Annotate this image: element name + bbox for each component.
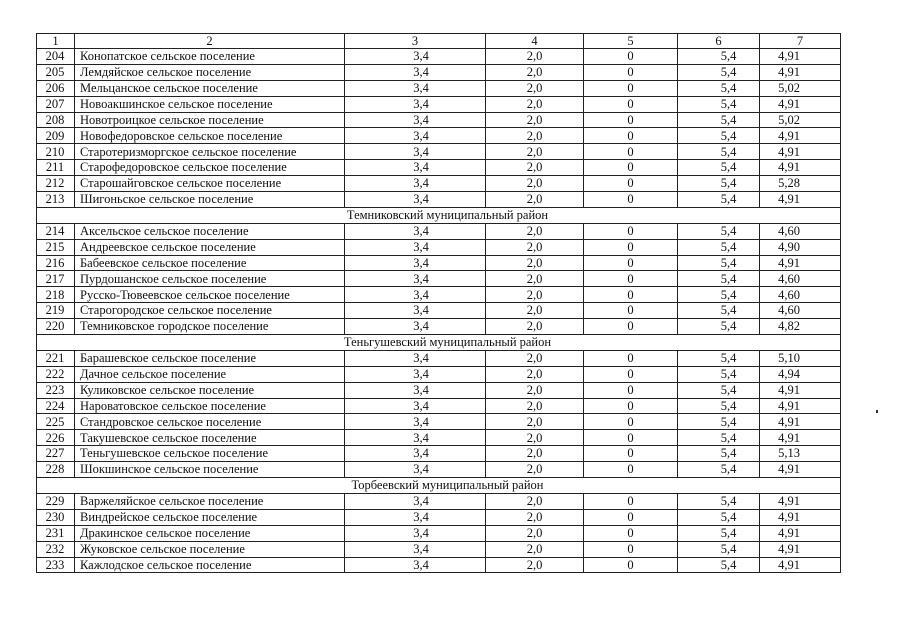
table-row [37,319,841,335]
settlement-name-cell: Шокшинское сельское поселение [75,462,345,478]
value-col-6-cell: 5,4 [678,430,760,446]
value-col-7-cell: 4,94 [760,366,841,382]
value-col-4-cell: 2,0 [486,557,584,573]
value-col-6-cell: 5,4 [678,255,760,271]
row-number-cell: 207 [37,96,75,112]
value-col-3-cell: 3,4 [345,239,486,255]
value-col-4-cell: 2,0 [486,223,584,239]
value-col-7-cell: 4,91 [760,541,841,557]
row-number-cell: 222 [37,366,75,382]
row-number-cell: 217 [37,271,75,287]
value-col-4-cell: 2,0 [486,446,584,462]
table-row [37,350,841,366]
value-col-5-cell: 0 [584,112,678,128]
row-number-cell: 228 [37,462,75,478]
value-col-5-cell: 0 [584,192,678,208]
value-col-7-cell: 4,60 [760,303,841,319]
value-col-7-cell: 4,60 [760,223,841,239]
value-col-4-cell: 2,0 [486,160,584,176]
row-number-cell: 232 [37,541,75,557]
header-cell-col-5: 5 [584,34,678,49]
value-col-7-cell: 4,82 [760,319,841,335]
value-col-7-cell: 4,91 [760,144,841,160]
value-col-6-cell: 5,4 [678,525,760,541]
value-col-7-cell: 4,91 [760,96,841,112]
value-col-7-cell: 5,28 [760,176,841,192]
value-col-3-cell: 3,4 [345,414,486,430]
table-row [37,557,841,573]
value-col-4-cell: 2,0 [486,350,584,366]
value-col-5-cell: 0 [584,64,678,80]
district-header-row [37,478,841,494]
value-col-3-cell: 3,4 [345,366,486,382]
value-col-5-cell: 0 [584,509,678,525]
district-title: Теньгушевский муниципальный район [37,335,841,351]
settlement-name-cell: Такушевское сельское поселение [75,430,345,446]
value-col-3-cell: 3,4 [345,255,486,271]
settlement-name-cell: Андреевское сельское поселение [75,239,345,255]
value-col-5-cell: 0 [584,462,678,478]
value-col-5-cell: 0 [584,350,678,366]
value-col-4-cell: 2,0 [486,255,584,271]
row-number-cell: 227 [37,446,75,462]
value-col-6-cell: 5,4 [678,192,760,208]
settlement-name-cell: Стандровское сельское поселение [75,414,345,430]
value-col-4-cell: 2,0 [486,144,584,160]
value-col-5-cell: 0 [584,303,678,319]
value-col-6-cell: 5,4 [678,366,760,382]
value-col-6-cell: 5,4 [678,557,760,573]
value-col-4-cell: 2,0 [486,541,584,557]
value-col-3-cell: 3,4 [345,112,486,128]
settlement-name-cell: Новоакшинское сельское поселение [75,96,345,112]
value-col-3-cell: 3,4 [345,144,486,160]
value-col-6-cell: 5,4 [678,446,760,462]
row-number-cell: 211 [37,160,75,176]
value-col-4-cell: 2,0 [486,462,584,478]
settlement-name-cell: Новофедоровское сельское поселение [75,128,345,144]
value-col-6-cell: 5,4 [678,398,760,414]
settlement-name-cell: Бабеевское сельское поселение [75,255,345,271]
value-col-5-cell: 0 [584,319,678,335]
table-row [37,255,841,271]
table-row [37,287,841,303]
value-col-6-cell: 5,4 [678,223,760,239]
row-number-cell: 220 [37,319,75,335]
value-col-3-cell: 3,4 [345,287,486,303]
row-number-cell: 208 [37,112,75,128]
value-col-7-cell: 4,91 [760,493,841,509]
value-col-3-cell: 3,4 [345,493,486,509]
value-col-4-cell: 2,0 [486,398,584,414]
value-col-4-cell: 2,0 [486,80,584,96]
row-number-cell: 212 [37,176,75,192]
table-row [37,414,841,430]
value-col-3-cell: 3,4 [345,96,486,112]
value-col-7-cell: 5,13 [760,446,841,462]
value-col-6-cell: 5,4 [678,382,760,398]
value-col-6-cell: 5,4 [678,462,760,478]
scan-speck [876,410,878,413]
value-col-3-cell: 3,4 [345,557,486,573]
value-col-7-cell: 4,91 [760,382,841,398]
row-number-cell: 218 [37,287,75,303]
value-col-3-cell: 3,4 [345,64,486,80]
value-col-4-cell: 2,0 [486,176,584,192]
value-col-7-cell: 5,02 [760,112,841,128]
row-number-cell: 226 [37,430,75,446]
table-row [37,430,841,446]
value-col-4-cell: 2,0 [486,430,584,446]
value-col-3-cell: 3,4 [345,509,486,525]
value-col-5-cell: 0 [584,160,678,176]
value-col-5-cell: 0 [584,271,678,287]
value-col-3-cell: 3,4 [345,303,486,319]
settlement-name-cell: Дачное сельское поселение [75,366,345,382]
value-col-4-cell: 2,0 [486,303,584,319]
value-col-5-cell: 0 [584,446,678,462]
value-col-7-cell: 4,60 [760,287,841,303]
value-col-5-cell: 0 [584,255,678,271]
settlement-name-cell: Конопатское сельское поселение [75,49,345,65]
value-col-7-cell: 4,91 [760,509,841,525]
value-col-7-cell: 4,91 [760,192,841,208]
value-col-7-cell: 4,91 [760,255,841,271]
settlement-name-cell: Варжеляйское сельское поселение [75,493,345,509]
value-col-6-cell: 5,4 [678,509,760,525]
row-number-cell: 206 [37,80,75,96]
header-cell-col-4: 4 [486,34,584,49]
table-row [37,128,841,144]
value-col-6-cell: 5,4 [678,239,760,255]
value-col-4-cell: 2,0 [486,64,584,80]
value-col-7-cell: 4,91 [760,557,841,573]
value-col-5-cell: 0 [584,398,678,414]
value-col-4-cell: 2,0 [486,287,584,303]
value-col-3-cell: 3,4 [345,192,486,208]
value-col-6-cell: 5,4 [678,287,760,303]
table-row [37,525,841,541]
value-col-4-cell: 2,0 [486,414,584,430]
value-col-6-cell: 5,4 [678,144,760,160]
value-col-4-cell: 2,0 [486,509,584,525]
table-row [37,49,841,65]
value-col-5-cell: 0 [584,541,678,557]
settlement-name-cell: Барашевское сельское поселение [75,350,345,366]
value-col-3-cell: 3,4 [345,128,486,144]
value-col-3-cell: 3,4 [345,350,486,366]
settlement-name-cell: Старофедоровское сельское поселение [75,160,345,176]
value-col-5-cell: 0 [584,557,678,573]
header-cell-col-1: 1 [37,34,75,49]
value-col-3-cell: 3,4 [345,223,486,239]
row-number-cell: 210 [37,144,75,160]
value-col-6-cell: 5,4 [678,319,760,335]
value-col-7-cell: 4,91 [760,128,841,144]
value-col-3-cell: 3,4 [345,271,486,287]
value-col-3-cell: 3,4 [345,525,486,541]
value-col-6-cell: 5,4 [678,160,760,176]
value-col-4-cell: 2,0 [486,239,584,255]
settlement-name-cell: Куликовское сельское поселение [75,382,345,398]
value-col-3-cell: 3,4 [345,49,486,65]
value-col-5-cell: 0 [584,176,678,192]
row-number-cell: 224 [37,398,75,414]
district-header-row [37,335,841,351]
value-col-5-cell: 0 [584,366,678,382]
table-row [37,112,841,128]
value-col-6-cell: 5,4 [678,271,760,287]
value-col-7-cell: 5,02 [760,80,841,96]
table-row [37,144,841,160]
value-col-4-cell: 2,0 [486,49,584,65]
row-number-cell: 209 [37,128,75,144]
value-col-6-cell: 5,4 [678,176,760,192]
value-col-4-cell: 2,0 [486,271,584,287]
value-col-5-cell: 0 [584,128,678,144]
settlement-name-cell: Новотроицкое сельское поселение [75,112,345,128]
settlement-name-cell: Старотеризморгское сельское поселение [75,144,345,160]
value-col-6-cell: 5,4 [678,493,760,509]
settlement-name-cell: Пурдошанское сельское поселение [75,271,345,287]
value-col-4-cell: 2,0 [486,128,584,144]
settlement-name-cell: Старошайговское сельское поселение [75,176,345,192]
row-number-cell: 214 [37,223,75,239]
table-row [37,509,841,525]
value-col-5-cell: 0 [584,430,678,446]
settlement-name-cell: Жуковское сельское поселение [75,541,345,557]
header-cell-col-3: 3 [345,34,486,49]
value-col-5-cell: 0 [584,80,678,96]
value-col-3-cell: 3,4 [345,80,486,96]
table-row [37,160,841,176]
value-col-7-cell: 4,60 [760,271,841,287]
value-col-7-cell: 4,91 [760,414,841,430]
value-col-4-cell: 2,0 [486,366,584,382]
row-number-cell: 225 [37,414,75,430]
value-col-7-cell: 4,91 [760,49,841,65]
table-row [37,398,841,414]
value-col-5-cell: 0 [584,287,678,303]
value-col-4-cell: 2,0 [486,493,584,509]
row-number-cell: 233 [37,557,75,573]
value-col-3-cell: 3,4 [345,382,486,398]
value-col-6-cell: 5,4 [678,49,760,65]
value-col-6-cell: 5,4 [678,112,760,128]
settlement-name-cell: Мельцанское сельское поселение [75,80,345,96]
value-col-7-cell: 4,91 [760,64,841,80]
settlement-name-cell: Русско-Тювеевское сельское поселение [75,287,345,303]
row-number-cell: 231 [37,525,75,541]
value-col-4-cell: 2,0 [486,319,584,335]
value-col-3-cell: 3,4 [345,160,486,176]
value-col-4-cell: 2,0 [486,382,584,398]
value-col-5-cell: 0 [584,144,678,160]
value-col-4-cell: 2,0 [486,192,584,208]
settlement-name-cell: Виндрейское сельское поселение [75,509,345,525]
table-row [37,176,841,192]
table-row [37,303,841,319]
table-row [37,96,841,112]
value-col-6-cell: 5,4 [678,96,760,112]
row-number-cell: 230 [37,509,75,525]
table-row [37,192,841,208]
table-row [37,462,841,478]
value-col-5-cell: 0 [584,382,678,398]
value-col-7-cell: 4,91 [760,462,841,478]
value-col-7-cell: 4,91 [760,398,841,414]
value-col-5-cell: 0 [584,239,678,255]
table-row [37,239,841,255]
table-row [37,223,841,239]
settlement-name-cell: Дракинское сельское поселение [75,525,345,541]
row-number-cell: 204 [37,49,75,65]
header-cell-col-7: 7 [760,34,841,49]
value-col-5-cell: 0 [584,414,678,430]
header-cell-col-6: 6 [678,34,760,49]
row-number-cell: 219 [37,303,75,319]
value-col-4-cell: 2,0 [486,112,584,128]
value-col-5-cell: 0 [584,525,678,541]
table-body [37,34,841,573]
settlement-name-cell: Лемдяйское сельское поселение [75,64,345,80]
value-col-3-cell: 3,4 [345,541,486,557]
value-col-7-cell: 4,91 [760,525,841,541]
value-col-5-cell: 0 [584,96,678,112]
table-row [37,271,841,287]
value-col-3-cell: 3,4 [345,176,486,192]
value-col-6-cell: 5,4 [678,541,760,557]
settlement-name-cell: Шигоньское сельское поселение [75,192,345,208]
value-col-3-cell: 3,4 [345,319,486,335]
value-col-3-cell: 3,4 [345,430,486,446]
value-col-6-cell: 5,4 [678,350,760,366]
row-number-cell: 229 [37,493,75,509]
table-row [37,493,841,509]
value-col-6-cell: 5,4 [678,303,760,319]
settlement-name-cell: Теньгушевское сельское поселение [75,446,345,462]
row-number-cell: 223 [37,382,75,398]
table-row [37,382,841,398]
table-row [37,366,841,382]
value-col-7-cell: 4,91 [760,160,841,176]
value-col-6-cell: 5,4 [678,128,760,144]
header-cell-col-2: 2 [75,34,345,49]
value-col-4-cell: 2,0 [486,525,584,541]
value-col-6-cell: 5,4 [678,80,760,96]
district-title: Торбеевский муниципальный район [37,478,841,494]
settlement-name-cell: Кажлодское сельское поселение [75,557,345,573]
row-number-cell: 215 [37,239,75,255]
value-col-7-cell: 4,90 [760,239,841,255]
row-number-cell: 205 [37,64,75,80]
value-col-5-cell: 0 [584,223,678,239]
value-col-7-cell: 4,91 [760,430,841,446]
table-row [37,446,841,462]
settlement-name-cell: Аксельское сельское поселение [75,223,345,239]
district-header-row [37,207,841,223]
value-col-7-cell: 5,10 [760,350,841,366]
value-col-5-cell: 0 [584,49,678,65]
value-col-5-cell: 0 [584,493,678,509]
row-number-cell: 213 [37,192,75,208]
table-row [37,80,841,96]
settlement-name-cell: Старогородское сельское поселение [75,303,345,319]
district-title: Темниковский муниципальный район [37,207,841,223]
settlement-name-cell: Нароватовское сельское поселение [75,398,345,414]
value-col-3-cell: 3,4 [345,462,486,478]
settlements-table [36,33,841,573]
row-number-cell: 216 [37,255,75,271]
row-number-cell: 221 [37,350,75,366]
table-row [37,541,841,557]
settlement-name-cell: Темниковское городское поселение [75,319,345,335]
value-col-6-cell: 5,4 [678,414,760,430]
value-col-3-cell: 3,4 [345,446,486,462]
value-col-3-cell: 3,4 [345,398,486,414]
header-row [37,34,841,49]
table-row [37,64,841,80]
value-col-6-cell: 5,4 [678,64,760,80]
value-col-4-cell: 2,0 [486,96,584,112]
